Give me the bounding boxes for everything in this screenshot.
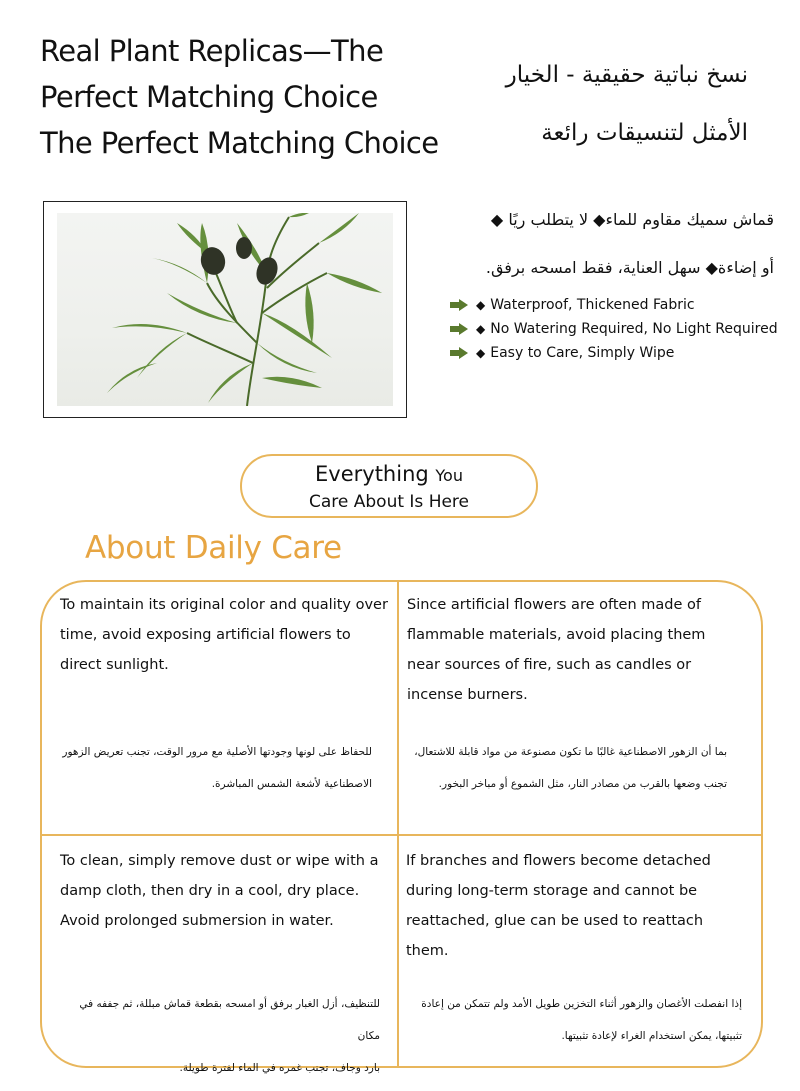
care-text-ar-line-2: تجنب وضعها بالقرب من مصادر النار، مثل الشموع أو مباخر البخور. (438, 778, 727, 790)
feature-text: No Watering Required, No Light Required (490, 321, 778, 337)
diamond-bullet-icon: ◆ (476, 298, 486, 312)
care-text-ar-line-1: إذا انفصلت الأغصان والزهور أثناء التخزين طويل الأمد ولم تتمكن من إعادة (421, 998, 742, 1010)
care-text-ar (406, 988, 742, 1052)
pill-line-1-big: Everything (315, 462, 429, 486)
care-text-ar-line-2: بارد وجاف، تجنب غمره في الماء لفترة طويلة. (179, 1062, 380, 1074)
care-text-ar (60, 736, 372, 800)
title-arabic (458, 46, 748, 162)
feature-item (450, 293, 795, 317)
olive-branch-illustration (57, 213, 393, 406)
title-line-3: The Perfect Matching Choice (40, 126, 439, 160)
care-text-en: To clean, simply remove dust or wipe with a damp cloth, then dry in a cool, dry place. Avoid prolonged submersion in water. (60, 853, 379, 929)
pill-line-1-small: You (435, 466, 463, 485)
features-ar-line-2: أو إضاءة◆ سهل العناية، فقط امسحه برفق. (485, 258, 774, 277)
care-text-ar (407, 736, 727, 800)
care-text-ar-line-1: للحفاظ على لونها وجودتها الأصلية مع مرور الوقت، تجنب تعريض الزهور (62, 746, 372, 758)
features-list (450, 293, 795, 365)
arrow-right-icon (450, 347, 468, 359)
feature-text: Easy to Care, Simply Wipe (490, 345, 675, 361)
pill-line-1 (242, 460, 536, 490)
pill-line-2: Care About Is Here (308, 492, 470, 512)
care-cell-fire (407, 590, 737, 790)
diamond-bullet-icon: ◆ (476, 322, 486, 336)
feature-item (450, 341, 795, 365)
care-cell-cleaning (60, 846, 390, 1074)
feature-text: Waterproof, Thickened Fabric (490, 297, 695, 313)
olive-branch-image (57, 213, 393, 406)
care-text-ar (60, 988, 380, 1084)
care-text-ar-line-2: الاصطناعية لأشعة الشمس المباشرة. (211, 778, 372, 790)
features-ar-line-1: قماش سميك مقاوم للماء◆ لا يتطلب ريًا ◆ (490, 210, 774, 229)
care-grid-vertical-divider (397, 582, 399, 1066)
section-title: About Daily Care (85, 530, 342, 566)
feature-item (450, 317, 795, 341)
care-text-en: If branches and flowers become detached during long-term storage and cannot be reattached, glue can be used to reattach them. (406, 853, 711, 959)
care-text-en: Since artificial flowers are often made of flammable materials, avoid placing them near sources of fire, such as candles or incense burners. (407, 597, 706, 703)
title-ar-line-1: نسخ نباتية حقيقية - الخيار (505, 62, 748, 88)
title-line-1: Real Plant Replicas—The (40, 34, 384, 68)
everything-you-care-pill (240, 454, 538, 518)
care-grid-horizontal-divider (42, 834, 761, 836)
care-text-en: To maintain its original color and quality over time, avoid exposing artificial flowers to direct sunlight. (60, 597, 388, 673)
arrow-right-icon (450, 323, 468, 335)
care-text-ar-line-1: بما أن الزهور الاصطناعية غالبًا ما تكون مصنوعة من مواد قابلة للاشتعال، (414, 746, 727, 758)
arrow-right-icon (450, 299, 468, 311)
care-cell-glue (406, 846, 742, 1042)
care-text-ar-line-1: للتنظيف، أزل الغبار برفق أو امسحه بقطعة قماش مبللة، ثم جففه في مكان (79, 998, 380, 1042)
title-line-2: Perfect Matching Choice (40, 80, 378, 114)
care-text-ar-line-2: تثبيتها، يمكن استخدام الغراء لإعادة تثبيتها. (561, 1030, 742, 1042)
title-english (40, 28, 500, 166)
diamond-bullet-icon: ◆ (476, 346, 486, 360)
product-photo-frame (43, 201, 407, 418)
title-ar-line-2: الأمثل لتنسيقات رائعة (541, 120, 748, 146)
care-cell-sunlight (60, 590, 390, 790)
features-arabic (414, 196, 774, 292)
